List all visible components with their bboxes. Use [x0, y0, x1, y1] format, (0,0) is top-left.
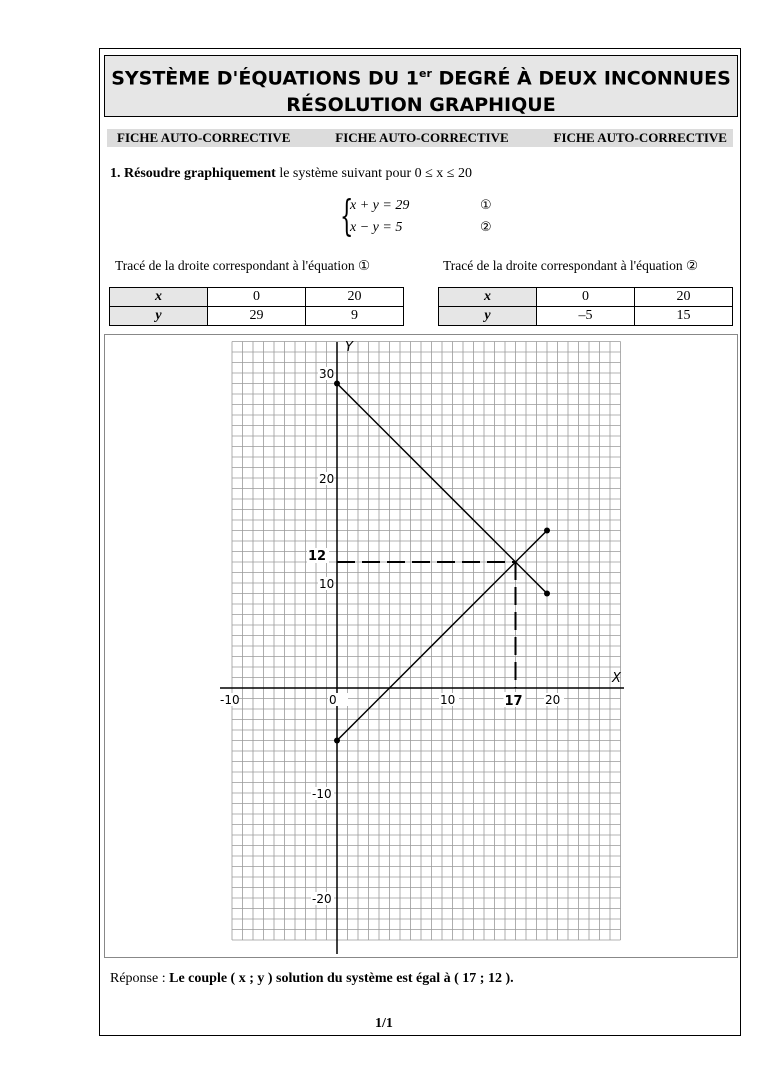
equation-1: x + y = 29	[350, 198, 410, 213]
solution-x-label: 17	[504, 694, 523, 709]
y-axis-name: Y	[345, 340, 353, 355]
y-tick-label: -10	[312, 787, 332, 801]
question-rest: le système suivant pour 0 ≤ x ≤ 20	[275, 166, 472, 181]
trace-label-1: Tracé de la droite correspondant à l'équation ①	[115, 258, 371, 273]
table-cell: 15	[635, 307, 733, 326]
title-line-1-main: SYSTÈME D'ÉQUATIONS DU 1	[111, 67, 419, 90]
table-cell: 29	[208, 307, 306, 326]
y-tick-label: -20	[312, 892, 332, 906]
table-row	[439, 307, 733, 326]
series-point	[544, 591, 550, 597]
y-tick-label: 10	[319, 577, 335, 591]
labels	[218, 340, 622, 906]
fiche-label: FICHE AUTO-CORRECTIVE	[117, 130, 291, 145]
page-title	[104, 55, 738, 117]
value-table-2	[438, 287, 733, 326]
y-tick-label: 20	[319, 472, 335, 486]
table-header-x: x	[439, 288, 537, 307]
x-tick-label: 10	[440, 693, 456, 707]
equation-1-number: ①	[480, 198, 492, 213]
x-tick-label: 20	[545, 693, 561, 707]
x-tick-label: -10	[220, 693, 240, 707]
title-superscript: er	[418, 67, 432, 80]
fiche-banner	[107, 129, 733, 147]
table-cell: 20	[306, 288, 404, 307]
value-table-1	[109, 287, 404, 326]
title-line-2: RÉSOLUTION GRAPHIQUE	[286, 94, 556, 117]
equation-2-number: ②	[480, 220, 492, 235]
equation-system	[340, 191, 520, 244]
graph-plot	[104, 334, 738, 958]
page-number: 1/1	[375, 1016, 393, 1031]
solution-y-label: 12	[308, 549, 327, 564]
x-axis-name: X	[612, 671, 621, 686]
trace-label-2: Tracé de la droite correspondant à l'équation ②	[443, 258, 699, 273]
answer-prefix: Réponse :	[110, 971, 170, 986]
table-cell: 9	[306, 307, 404, 326]
question-text	[110, 166, 472, 182]
table-cell: 20	[635, 288, 733, 307]
series-point	[544, 528, 550, 534]
table-header-x: x	[110, 288, 208, 307]
fiche-label: FICHE AUTO-CORRECTIVE	[553, 130, 727, 145]
table-header-y: y	[110, 307, 208, 326]
axes	[220, 342, 624, 954]
title-line-1	[105, 60, 737, 92]
y-tick-label: 30	[319, 367, 335, 381]
brace-symbol: {	[340, 191, 354, 240]
table-row	[439, 288, 733, 307]
equation-2: x − y = 5	[350, 220, 403, 235]
table-cell: –5	[537, 307, 635, 326]
table-row	[110, 288, 404, 307]
table-cell: 0	[537, 288, 635, 307]
grid	[232, 342, 621, 941]
answer-bold: Le couple ( x ; y ) solution du système est égal à ( 17 ; 12 ).	[169, 971, 514, 986]
x-tick-label: 0	[329, 693, 337, 707]
answer-text	[110, 971, 514, 987]
title-line-1-end: DEGRÉ À DEUX INCONNUES	[431, 67, 731, 90]
series-point	[334, 738, 340, 744]
fiche-label: FICHE AUTO-CORRECTIVE	[335, 130, 509, 145]
question-bold: 1. Résoudre graphiquement	[110, 166, 276, 181]
table-row	[110, 307, 404, 326]
table-header-y: y	[439, 307, 537, 326]
series-point	[334, 381, 340, 387]
table-cell: 0	[208, 288, 306, 307]
